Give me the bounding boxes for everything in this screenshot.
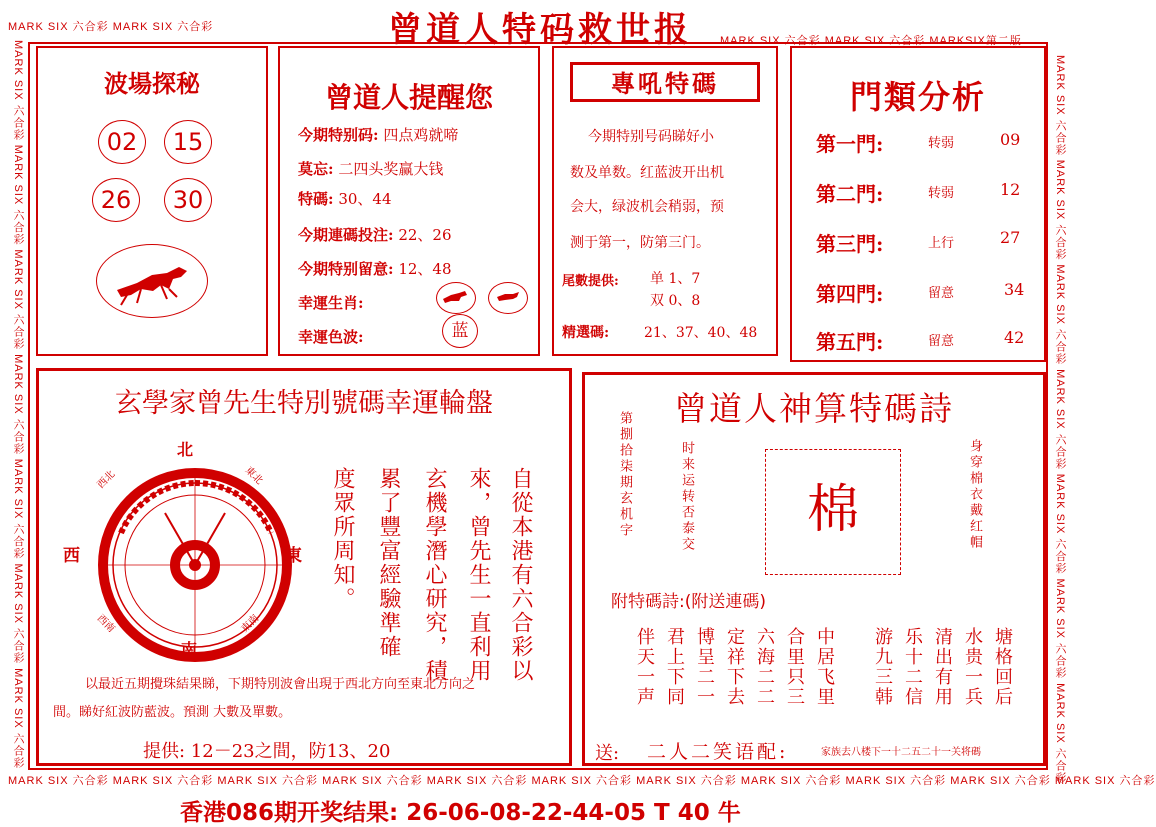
- poem-col-left-5: 博呈二一: [694, 627, 715, 707]
- poem-col-left-2: 合里只三: [784, 627, 805, 707]
- poem-center-box: 棉: [765, 449, 901, 575]
- wheel-text-col-4: 累了豐富經驗準確: [376, 467, 401, 659]
- poem-attach: 附特碼詩:(附送連碼): [611, 592, 766, 612]
- direction-south: 南: [181, 640, 198, 659]
- reminder-row-5: 今期特别留意: 12、48: [298, 260, 452, 278]
- special-body-3: 会大，绿波机会稍弱，预: [570, 199, 724, 215]
- tail-row-2: 双 0、8: [650, 293, 701, 309]
- reminder-title: 曾道人提醒您: [324, 81, 493, 114]
- gate-panel: [790, 46, 1046, 362]
- picks-label: 精選碼:: [562, 325, 610, 341]
- wheel-note-1: 以最近五期攪珠結果睇，下期特別波會出現于西北方向至東北方向之: [85, 677, 476, 692]
- poem-col-left-1: 中居飞里: [814, 627, 835, 707]
- wheel-note-2: 間。睇好紅波防藍波。預測 大數及單數。: [53, 705, 292, 720]
- wheel-text-col-3: 玄機學潛心研究，積: [422, 467, 447, 683]
- reminder-row-2: 莫忘: 二四头奖赢大钱: [298, 160, 444, 178]
- wheel-text-col-1: 自從本港有六合彩以: [508, 467, 533, 683]
- wheel-provide: 提供: 12－23之間，防13、20: [143, 741, 391, 762]
- page-title: 曾道人特码救世报: [388, 10, 692, 50]
- direction-southwest: 西南: [94, 612, 117, 635]
- reminder-row-7: 幸運色波:: [298, 328, 364, 346]
- poem-col-left-6: 君上下同: [664, 627, 685, 707]
- direction-southeast: 東南: [239, 612, 262, 635]
- direction-northwest: 西北: [95, 468, 118, 491]
- special-body-1: 今期特别号码睇好小: [588, 129, 714, 145]
- gate-row-4: 第四門: 留意 34: [816, 280, 1025, 306]
- horse-icon: [96, 244, 208, 318]
- poem-col-right-3: 清出有用: [932, 627, 953, 707]
- poem-col-left-4: 定祥下去: [724, 627, 745, 707]
- wave-number-1: 02: [98, 120, 146, 164]
- wave-number-3: 26: [92, 178, 140, 222]
- wave-number-4: 30: [164, 178, 212, 222]
- poem-side-mid: 时来运转否泰交: [679, 441, 694, 553]
- picks-value: 21、37、40、48: [644, 325, 758, 341]
- reminder-row-1: 今期特别码: 四点鸡就啼: [298, 126, 459, 144]
- tail-label: 尾數提供:: [562, 274, 619, 289]
- poem-panel: [582, 372, 1046, 766]
- wave-panel: [36, 46, 268, 356]
- direction-northeast: 東北: [242, 464, 265, 487]
- poem-col-right-1: 塘格回后: [992, 627, 1013, 707]
- wave-number-2: 15: [164, 120, 212, 164]
- special-panel: [552, 46, 778, 356]
- reminder-panel: [278, 46, 540, 356]
- send-value: 二人二笑语配:: [647, 741, 789, 763]
- poem-col-right-5: 游九三韩: [872, 627, 893, 707]
- poem-side-right: 身穿棉衣戴红帽: [967, 439, 982, 551]
- special-body-2: 数及单数。红蓝波开出机: [570, 165, 724, 181]
- direction-north: 北: [177, 440, 194, 459]
- reminder-row-6: 幸運生肖:: [298, 294, 364, 312]
- wheel-panel: [36, 368, 572, 766]
- lucky-zodiac-icon-1: [436, 282, 476, 314]
- left-border-strip: MARK SIX 六合彩 MARK SIX 六合彩 MARK SIX 六合彩 MARK SIX 六合彩 MARK SIX 六合彩 MARK SIX 六合彩 MARK SIX 六合彩: [12, 40, 24, 769]
- poem-col-right-4: 乐十二信: [902, 627, 923, 707]
- direction-east: 東: [285, 546, 302, 566]
- gate-row-1: 第一門: 转弱 09: [816, 130, 1021, 156]
- poem-col-right-2: 水贵一兵: [962, 627, 983, 707]
- special-title: 專吼特碼: [570, 62, 760, 102]
- wheel-text-col-2: 來，曾先生一直利用: [466, 467, 491, 683]
- right-border-strip: MARK SIX 六合彩 MARK SIX 六合彩 MARK SIX 六合彩 MARK SIX 六合彩 MARK SIX 六合彩 MARK SIX 六合彩 MARK SIX 六合彩: [1054, 55, 1066, 784]
- reminder-row-3: 特碼: 30、44: [298, 190, 392, 208]
- lucky-color-badge: 蓝: [442, 314, 478, 348]
- bottom-border-strip: MARK SIX 六合彩 MARK SIX 六合彩 MARK SIX 六合彩 MARK SIX 六合彩 MARK SIX 六合彩 MARK SIX 六合彩 MARK SIX 六合彩 MARK SIX 六合彩 MARK SIX 六合彩 MARK SIX 六合彩 MARK SIX 六合彩: [8, 775, 1156, 787]
- lucky-zodiac-icon-2: [488, 282, 528, 314]
- send-label: 送:: [595, 743, 620, 764]
- reminder-row-4: 今期連碼投注: 22、26: [298, 226, 452, 244]
- poem-title: 曾道人神算特碼詩: [674, 389, 954, 428]
- wheel-title: 玄學家曾先生特別號碼幸運輪盤: [115, 388, 493, 419]
- gate-row-5: 第五門: 留意 42: [816, 328, 1025, 354]
- wave-title: 波場探秘: [104, 70, 200, 98]
- direction-west: 西: [63, 546, 80, 566]
- gate-row-2: 第二門: 转弱 12: [816, 180, 1021, 206]
- tail-row-1: 单 1、7: [650, 271, 701, 287]
- top-border-strip-left: MARK SIX 六合彩 MARK SIX 六合彩: [8, 21, 214, 33]
- gate-title: 門類分析: [849, 78, 986, 116]
- poem-col-left-7: 伴天一声: [634, 627, 655, 707]
- wheel-text-col-5: 度眾所周知。: [330, 467, 355, 611]
- top-border-strip-right: MARK SIX 六合彩 MARK SIX 六合彩 MARKSIX第二版: [720, 35, 1022, 47]
- poem-col-left-3: 六海二二: [754, 627, 775, 707]
- footer-result: 香港086期开奖结果: 26-06-08-22-44-05 T 40 牛: [180, 800, 741, 826]
- poem-side-left: 第捌拾柒期玄机字: [617, 411, 632, 539]
- send-small: 家族去八楼下一十二五二十一关将碼: [821, 747, 981, 758]
- gate-row-3: 第三門: 上行 27: [816, 228, 1021, 256]
- special-body-4: 测于第一，防第三门。: [570, 235, 710, 251]
